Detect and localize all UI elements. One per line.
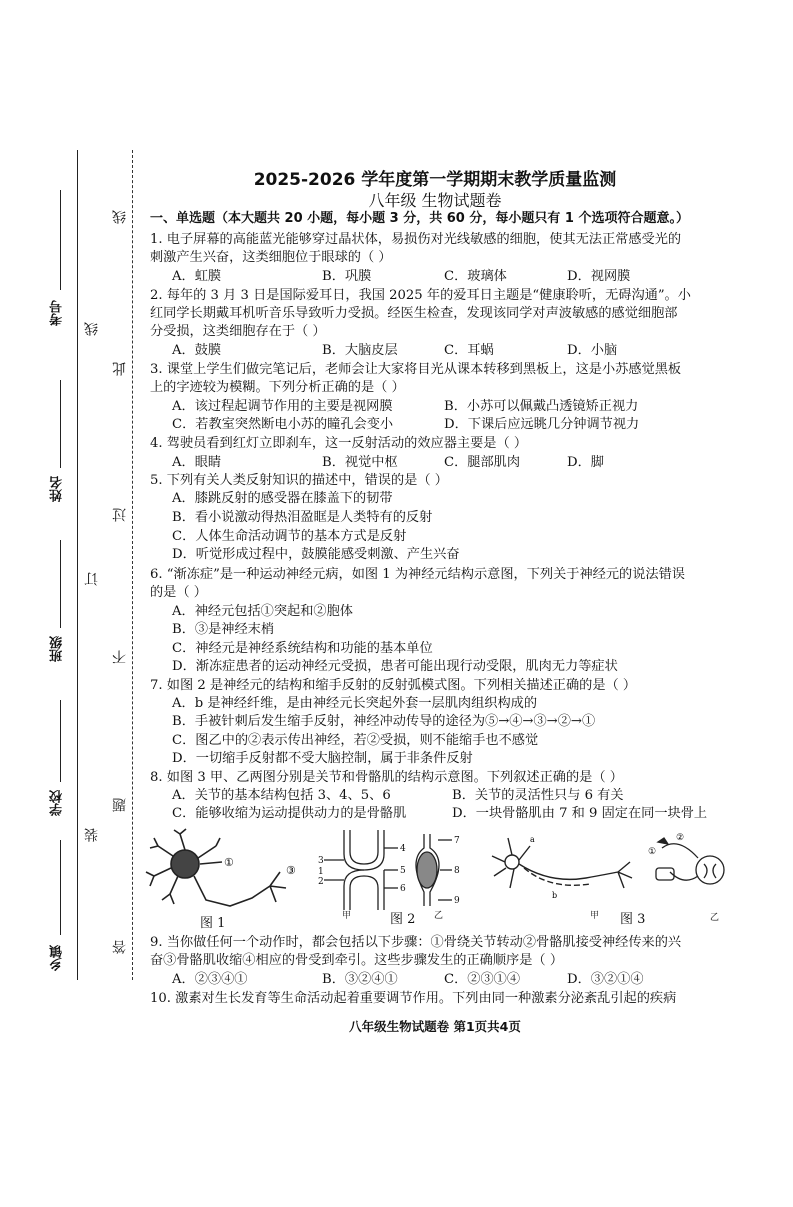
- q6-option-d: D．渐冻症患者的运动神经元受损，患者可能出现行动受限，肌肉无力等症状: [172, 659, 618, 674]
- binding-line-dashed: [132, 150, 133, 980]
- binding-char: 答: [112, 940, 128, 954]
- question-9-line: 奋③骨骼肌收缩④相应的骨受到牵引。这些步骤发生的正确顺序是（ ）: [150, 953, 564, 968]
- q2-option-c: C．耳蜗: [444, 343, 494, 358]
- q2-option-b: B．大脑皮层: [322, 343, 398, 358]
- q8-option-d: D．一块骨骼肌由 7 和 9 固定在同一块骨上: [452, 806, 708, 821]
- q6-option-a: A．神经元包括①突起和②胞体: [172, 604, 353, 619]
- marker-num: 9: [454, 896, 460, 906]
- question-7-line: 7. 如图 2 是神经元的结构和缩手反射的反射弧模式图。下列相关描述正确的是（ ）: [150, 678, 637, 693]
- marker-num: 2: [318, 877, 324, 887]
- binding-line-outer: [77, 150, 78, 980]
- q7-option-a: A．b 是神经纤维，是由神经元长突起外套一层肌肉组织构成的: [172, 696, 538, 711]
- q5-option-a: A．膝跳反射的感受器在膝盖下的韧带: [172, 491, 393, 506]
- figure-3-caption: 图 3: [620, 912, 646, 927]
- q1-option-b: B．巩膜: [322, 269, 372, 284]
- binding-char: 订: [84, 572, 100, 586]
- q2-option-d: D．小脑: [567, 343, 618, 358]
- question-8-line: 8. 如图 3 甲、乙两图分别是关节和骨骼肌的结构示意图。下列叙述正确的是（ ）: [150, 770, 623, 785]
- q9-option-d: D．③②①④: [567, 972, 644, 987]
- q7-option-d: D．一切缩手反射都不受大脑控制，属于非条件反射: [172, 751, 473, 766]
- question-6-line: 的是（ ）: [150, 585, 207, 600]
- q4-option-d: D．脚: [567, 455, 604, 470]
- binding-char: 不: [112, 650, 128, 664]
- q4-option-c: C．腿部肌肉: [444, 455, 521, 470]
- figure-3-neuron: [490, 832, 640, 902]
- page-footer: 八年级生物试题卷 第1页共4页: [349, 1019, 521, 1034]
- class-label: 班级: [50, 636, 65, 662]
- marker-1: ①: [224, 856, 234, 869]
- q3-option-d: D．下课后应远眺几分钟调节视力: [444, 417, 640, 432]
- marker-2: ②: [676, 833, 685, 843]
- question-1-line: 刺激产生兴奋，这类细胞位于眼球的（ ）: [150, 250, 392, 265]
- question-5-line: 5. 下列有关人类反射知识的描述中，错误的是（ ）: [150, 473, 448, 488]
- q8-option-a: A．关节的基本结构包括 3、4、5、6: [172, 788, 391, 803]
- binding-char: 过: [112, 508, 128, 522]
- binding-char: 线: [112, 210, 128, 224]
- binding-char: 线: [84, 322, 100, 336]
- question-2-line: 红同学长期戴耳机听音乐导致听力受损。经医生检查，发现该同学对声波敏感的感觉细胞部: [150, 306, 678, 321]
- q1-option-c: C．玻璃体: [444, 269, 507, 284]
- marker-num: 4: [400, 844, 406, 854]
- q8-option-b: B．关节的灵活性只与 6 有关: [452, 788, 624, 803]
- q3-option-b: B．小苏可以佩戴凸透镜矫正视力: [444, 399, 639, 414]
- exam-subtitle: 八年级 生物试题卷: [368, 191, 502, 210]
- marker-num: 3: [318, 856, 324, 866]
- q1-option-a: A．虹膜: [172, 269, 222, 284]
- school-blank: [60, 700, 61, 782]
- section-heading: 一、单选题（本大题共 20 小题，每小题 3 分，共 60 分，每小题只有 1 个选项符合题意。）: [150, 211, 689, 226]
- figure-1-neuron: [140, 828, 310, 916]
- question-4-line: 4. 驾驶员看到红灯立即刹车，这一反射活动的效应器主要是（ ）: [150, 436, 528, 451]
- q7-option-c: C．图乙中的②表示传出神经，若②受损，则不能缩手也不感觉: [172, 733, 539, 748]
- q6-option-b: B．③是神经末梢: [172, 622, 275, 637]
- exam-title: 2025-2026 学年度第一学期期末教学质量监测: [253, 170, 617, 190]
- question-6-line: 6. “渐冻症”是一种运动神经元病，如图 1 为神经元结构示意图，下列关于神经元的说法错误: [150, 567, 685, 582]
- question-3-line: 3. 课堂上学生们做完笔记后，老师会让大家将目光从课本转移到黑板上，这是小苏感觉黑板: [150, 362, 682, 377]
- school-label: 学校: [50, 790, 65, 816]
- q6-option-c: C．神经元是神经系统结构和功能的基本单位: [172, 641, 433, 656]
- figure-2-yi: 乙: [434, 911, 444, 921]
- marker-num: 7: [454, 836, 460, 846]
- q5-option-d: D．听觉形成过程中，鼓膜能感受刺激、产生兴奋: [172, 547, 460, 562]
- question-2-line: 分受损，这类细胞存在于（ ）: [150, 324, 326, 339]
- binding-char: 题: [112, 798, 128, 812]
- marker-1: ①: [648, 847, 657, 857]
- q5-option-b: B．看小说激动得热泪盈眶是人类特有的反射: [172, 510, 433, 525]
- question-10-line: 10. 激素对生长发育等生命活动起着重要调节作用。下列由同一种激素分泌紊乱引起的疾病: [150, 991, 677, 1006]
- name-blank: [60, 380, 61, 468]
- q3-option-a: A．该过程起调节作用的主要是视网膜: [172, 399, 393, 414]
- q4-option-a: A．眼睛: [172, 455, 222, 470]
- exam-number-blank: [60, 190, 61, 290]
- marker-b: b: [552, 891, 558, 900]
- q7-option-b: B．手被针刺后发生缩手反射，神经冲动传导的途径为⑤→④→③→②→①: [172, 714, 596, 729]
- figure-1-caption: 图 1: [200, 916, 226, 931]
- q2-option-a: A．鼓膜: [172, 343, 222, 358]
- marker-num: 1: [318, 867, 324, 877]
- q3-option-c: C．若教室突然断电小苏的瞳孔会变小: [172, 417, 394, 432]
- figure-3-yi: 乙: [710, 913, 720, 923]
- marker-num: 5: [400, 866, 406, 876]
- class-blank: [60, 540, 61, 628]
- marker-num: 8: [454, 866, 460, 876]
- binding-char: 装: [84, 828, 100, 842]
- township-blank: [60, 840, 61, 935]
- q5-option-c: C．人体生命活动调节的基本方式是反射: [172, 529, 407, 544]
- q8-option-c: C．能够收缩为运动提供动力的是骨骼肌: [172, 806, 407, 821]
- question-9-line: 9. 当你做任何一个动作时，都会包括以下步骤：①骨绕关节转动②骨骼肌接受神经传来的兴: [150, 935, 682, 950]
- q1-option-d: D．视网膜: [567, 269, 631, 284]
- q9-option-c: C．②③①④: [444, 972, 521, 987]
- marker-num: 6: [400, 884, 406, 894]
- q9-option-b: B．③②④①: [322, 972, 398, 987]
- question-1-line: 1. 电子屏幕的高能蓝光能够穿过晶状体，易损伤对光线敏感的细胞，使其无法正常感受光的: [150, 232, 682, 247]
- figure-2-joint: [318, 830, 478, 910]
- figure-3-reflex-arc: [648, 828, 728, 898]
- q9-option-a: A．②③④①: [172, 972, 248, 987]
- name-label: 姓名: [50, 476, 65, 502]
- exam-number-label: 考号: [50, 300, 65, 326]
- binding-char: 此: [112, 362, 128, 376]
- figure-2-jia: 甲: [342, 911, 352, 921]
- figure-2-caption: 图 2: [390, 912, 416, 927]
- question-2-line: 2. 每年的 3 月 3 日是国际爱耳日，我国 2025 年的爱耳日主题是“健康聆听，无碍沟通”。小: [150, 288, 691, 303]
- marker-a: a: [530, 835, 535, 844]
- q4-option-b: B．视觉中枢: [322, 455, 398, 470]
- marker-3: ③: [286, 864, 296, 877]
- question-3-line: 上的字迹较为模糊。下列分析正确的是（ ）: [150, 380, 405, 395]
- figure-3-jia: 甲: [590, 911, 600, 921]
- township-label: 乡镇: [50, 945, 65, 971]
